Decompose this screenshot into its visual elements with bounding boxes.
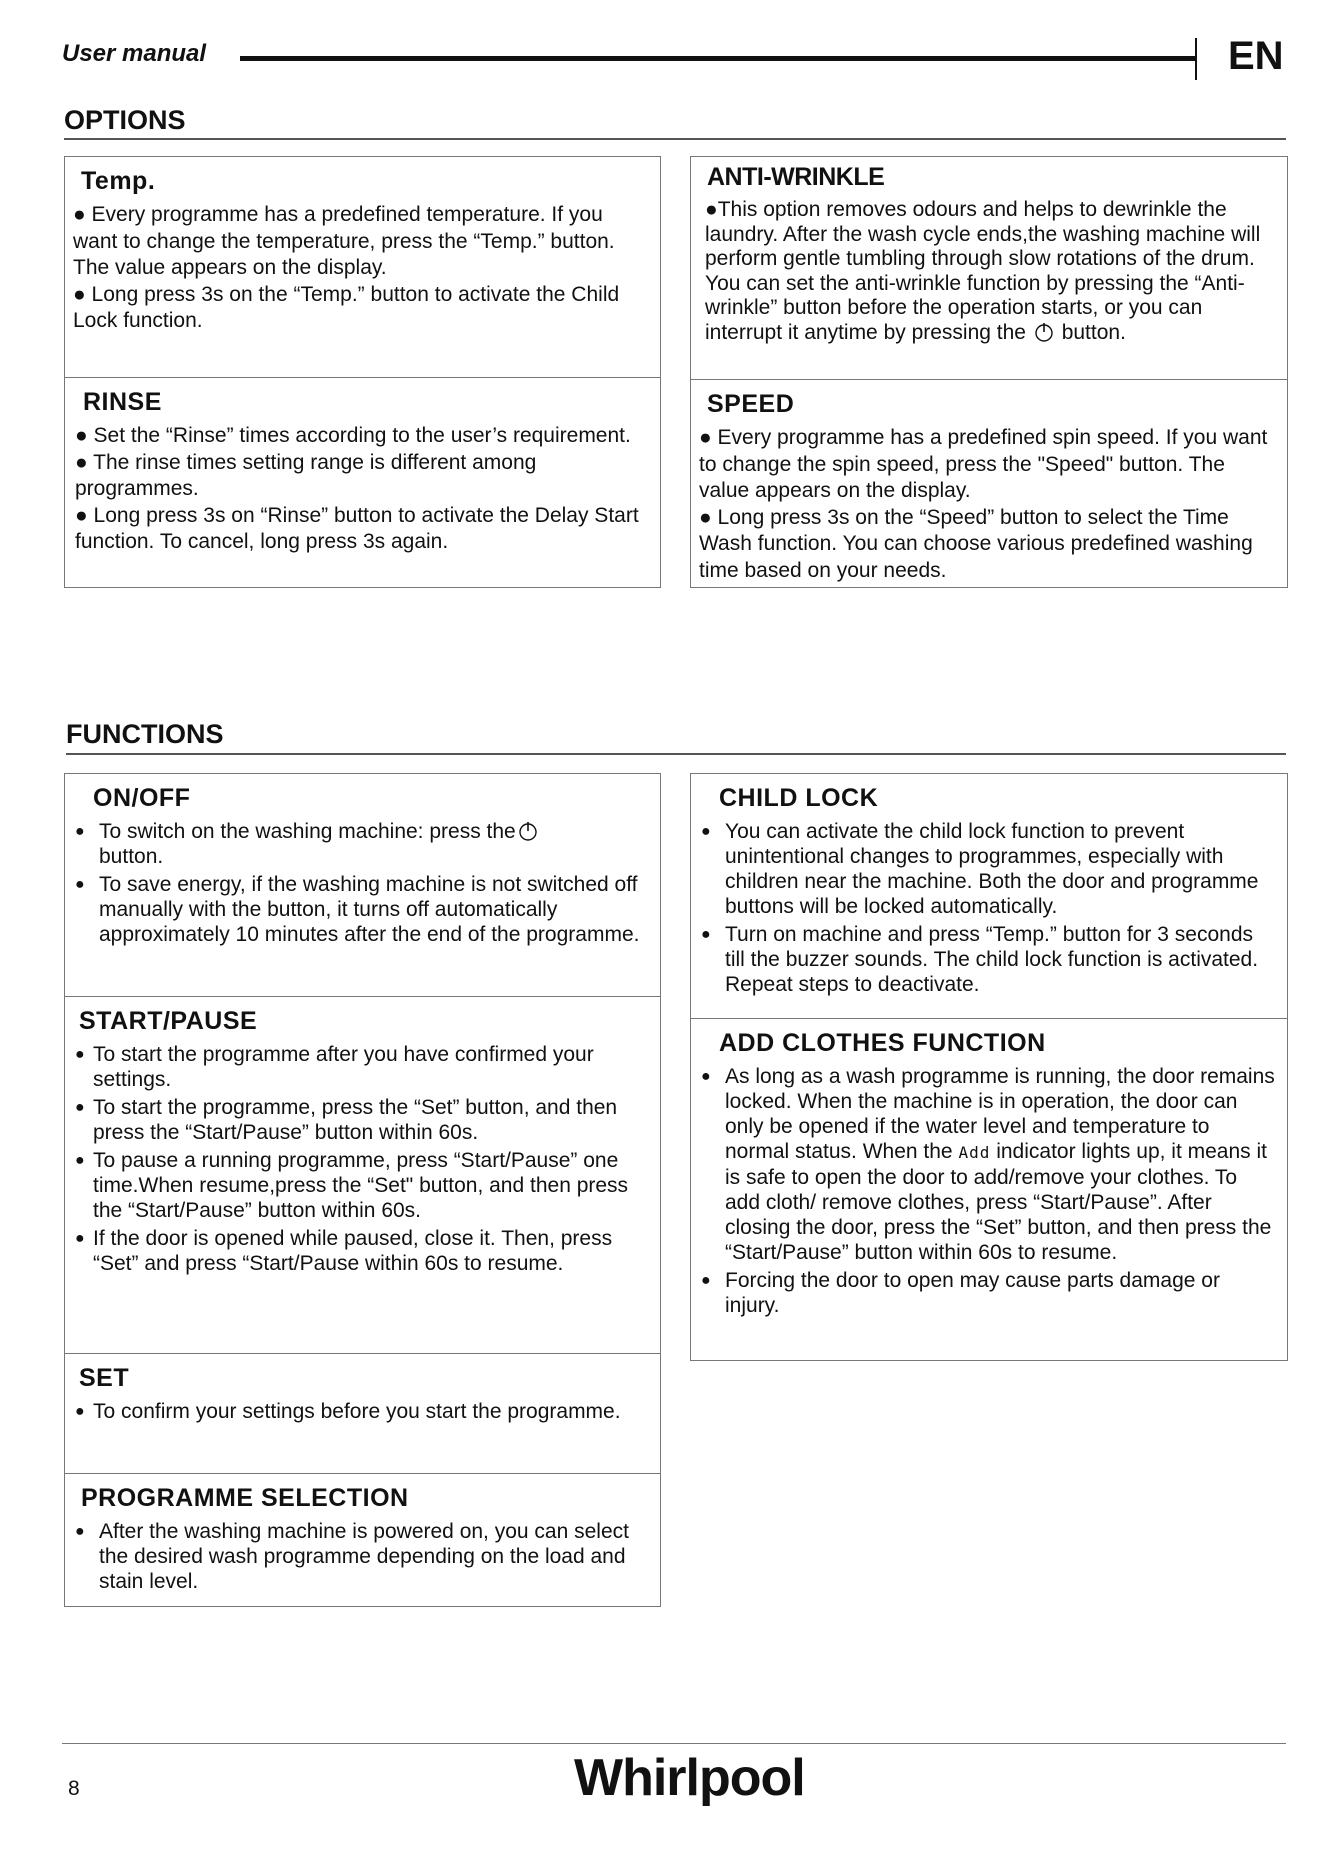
start-pause-bullet-4: ● If the door is opened while paused, close it. Then, press “Set” and press “Start/Pause within 60s to resume. (73, 1226, 648, 1276)
rinse-bullet-3-text: Long press 3s on “Rinse” button to activate the Delay Start function. To cancel, long press 3s again. (75, 503, 639, 553)
onoff-cell (65, 774, 660, 996)
start-pause-bullet-2: ● To start the programme, press the “Set” button, and then press the “Start/Pause” button within 60s. (73, 1095, 648, 1145)
power-icon (518, 821, 538, 841)
temp-heading: Temp. (81, 167, 156, 195)
rinse-bullet-1-text: Set the “Rinse” times according to the user’s requirement. (93, 424, 631, 447)
onoff-bullet-1-text: To switch on the washing machine: press the (99, 820, 516, 843)
start-pause-heading: START/PAUSE (79, 1007, 258, 1035)
functions-left-box (64, 773, 661, 1607)
speed-cell (691, 379, 1287, 589)
anti-wrinkle-heading: ANTI-WRINKLE (707, 163, 885, 191)
footer-rule (62, 1743, 1286, 1744)
rinse-cell (65, 377, 660, 589)
speed-bullet-2: ● Long press 3s on the “Speed” button to select the Time Wash function. You can choose various predefined washing time based on your needs. (699, 505, 1253, 582)
onoff-bullet-1-end: button. (99, 845, 164, 868)
temp-cell (65, 157, 660, 377)
rinse-bullet-2: ● The rinse times setting range is different among programmes. (75, 450, 537, 500)
header-rule (240, 56, 1195, 61)
child-lock-bullet-1: ● You can activate the child lock function to prevent unintentional changes to programmes, especially with children near the machine. Both the door and programme buttons will be locked automatically. (699, 819, 1275, 919)
add-clothes-bullet-1-text: As long as a wash programme is running, the door remains locked. When the machine is in operation, the door can only be opened if the water level and temperature to normal status. When the (725, 1065, 1275, 1163)
header-divider (1195, 38, 1197, 80)
programme-selection-cell (65, 1473, 660, 1608)
anti-wrinkle-text-end: button. (1061, 320, 1126, 344)
onoff-bullet-1 (73, 819, 648, 869)
power-icon (1034, 322, 1054, 342)
options-left-box (64, 156, 661, 588)
options-title: OPTIONS (64, 105, 186, 135)
rinse-bullet-3: ● Long press 3s on “Rinse” button to activate the Delay Start function. To cancel, long press 3s again. (75, 503, 639, 553)
temp-bullet-1-text: Every programme has a predefined temperature. If you want to change the temperature, press the “Temp.” button. The value appears on the display. (73, 203, 615, 279)
anti-wrinkle-cell (691, 157, 1287, 379)
child-lock-heading: CHILD LOCK (719, 784, 879, 812)
start-pause-bullet-1: ● To start the programme after you have confirmed your settings. (73, 1042, 648, 1092)
add-clothes-heading: ADD CLOTHES FUNCTION (719, 1029, 1046, 1057)
set-cell (65, 1353, 660, 1473)
add-clothes-bullet-1 (699, 1064, 1275, 1265)
page-number: 8 (68, 1777, 80, 1800)
add-clothes-bullet-1-end: indicator lights up, it means it is safe to open the door to add/remove your clothes. To add cloth/ remove clothes, press “Start/Pause”. After closing the door, press the “Set” button, and then press the “Start/Pause” button within 60s to resume. (725, 1140, 1272, 1264)
anti-wrinkle-text-body: This option removes odours and helps to dewrinkle the laundry. After the wash cycle ends,the washing machine will perform gentle tumbling through slow rotations of the drum. You can set the anti-wrinkle function by pressing the “Anti-wrinkle” button before the operation starts, or you can interrupt it anytime by pressing the (705, 198, 1261, 344)
speed-bullet-1-text: Every programme has a predefined spin speed. If you want to change the spin speed, press the "Speed" button. The value appears on the display. (699, 426, 1268, 502)
functions-rule (66, 753, 1286, 755)
temp-bullet-1: ● Every programme has a predefined temperature. If you want to change the temperature, press the “Temp.” button. The value appears on the display. (73, 203, 615, 279)
programme-selection-bullet-1: ● After the washing machine is powered on, you can select the desired wash programme depending on the load and stain level. (73, 1519, 648, 1594)
document-header-title: User manual (62, 40, 207, 67)
speed-bullet-1: ● Every programme has a predefined spin speed. If you want to change the spin speed, press the "Speed" button. The value appears on the display. (699, 426, 1268, 502)
start-pause-cell (65, 996, 660, 1353)
rinse-heading: RINSE (83, 388, 162, 416)
temp-bullet-2: ● Long press 3s on the “Temp.” button to activate the Child Lock function. (73, 282, 620, 332)
language-code: EN (1228, 34, 1284, 78)
onoff-bullet-2: ● To save energy, if the washing machine is not switched off manually with the button, it turns off automatically approximately 10 minutes after the end of the programme. (73, 872, 648, 947)
options-right-box (690, 156, 1288, 588)
temp-bullet-2-text: Long press 3s on the “Temp.” button to activate the Child Lock function. (73, 282, 620, 332)
whirlpool-logo: Whirlpool (574, 1749, 805, 1807)
functions-right-box (690, 773, 1288, 1361)
child-lock-cell (691, 774, 1287, 1018)
child-lock-bullet-2: ● Turn on machine and press “Temp.” button for 3 seconds till the buzzer sounds. The child lock function is activated. Repeat steps to deactivate. (699, 922, 1275, 997)
set-heading: SET (79, 1364, 130, 1392)
rinse-bullet-1: ● Set the “Rinse” times according to the user’s requirement. (75, 424, 631, 447)
add-clothes-cell (691, 1018, 1287, 1362)
rinse-bullet-2-text: The rinse times setting range is different among programmes. (75, 450, 537, 500)
start-pause-bullet-3: ● To pause a running programme, press “Start/Pause” one time.When resume,press the “Set" button, and then press the “Start/Pause” button within 60s. (73, 1148, 648, 1223)
set-bullet-1: ● To confirm your settings before you start the programme. (73, 1399, 648, 1424)
functions-title: FUNCTIONS (66, 719, 224, 749)
onoff-heading: ON/OFF (93, 784, 191, 812)
speed-heading: SPEED (707, 390, 795, 418)
add-indicator-icon: Add (958, 1143, 991, 1162)
options-rule (64, 138, 1286, 140)
anti-wrinkle-text: ●This option removes odours and helps to dewrinkle the laundry. After the wash cycle ends,the washing machine will perform gentle tumbling through slow rotations of the drum. You can set the anti-wrinkle function by pressing the “Anti-wrinkle” button before the operation starts, or you can interrupt it anytime by pressing the button. (705, 198, 1261, 344)
speed-bullet-2-text: Long press 3s on the “Speed” button to select the Time Wash function. You can choose various predefined washing time based on your needs. (699, 505, 1253, 582)
programme-selection-heading: PROGRAMME SELECTION (81, 1484, 409, 1512)
add-clothes-bullet-2: ● Forcing the door to open may cause parts damage or injury. (699, 1268, 1275, 1318)
